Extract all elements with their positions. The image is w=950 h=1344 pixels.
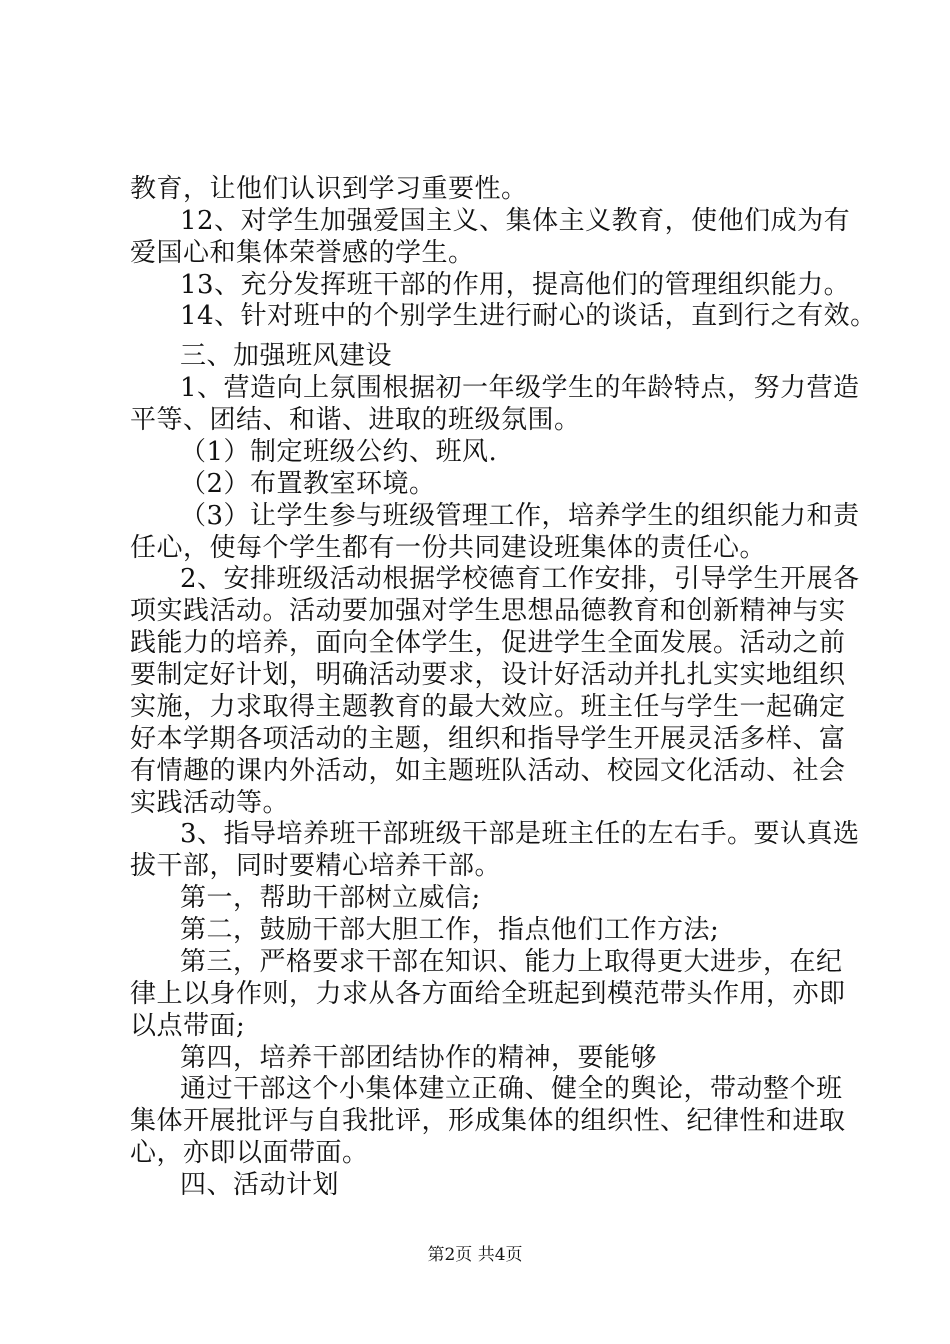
text-line: 13、充分发挥班干部的作用，提高他们的管理组织能力。 bbox=[180, 270, 851, 300]
text-line: 第三，严格要求干部在知识、能力上取得更大进步，在纪 bbox=[180, 947, 843, 977]
text-line: （2）布置教室环境。 bbox=[180, 469, 436, 499]
text-line: 平等、团结、和谐、进取的班级氛围。 bbox=[130, 405, 581, 435]
text-line: 爱国心和集体荣誉感的学生。 bbox=[130, 238, 475, 268]
text-line: 集体开展批评与自我批评，形成集体的组织性、纪律性和进取 bbox=[130, 1106, 846, 1136]
text-line: 1、营造向上氛围根据初一年级学生的年龄特点，努力营造 bbox=[180, 373, 860, 403]
text-line: 第一，帮助干部树立威信; bbox=[180, 883, 481, 913]
section-heading: 四、活动计划 bbox=[180, 1170, 340, 1200]
text-line: 第二，鼓励干部大胆工作，指点他们工作方法; bbox=[180, 915, 720, 945]
text-line: 律上以身作则，力求从各方面给全班起到模范带头作用，亦即 bbox=[130, 979, 846, 1009]
text-line: 好本学期各项活动的主题，组织和指导学生开展灵活多样、富 bbox=[130, 724, 846, 754]
text-line: 通过干部这个小集体建立正确、健全的舆论，带动整个班 bbox=[180, 1074, 843, 1104]
text-line: 2、安排班级活动根据学校德育工作安排，引导学生开展各 bbox=[180, 564, 860, 594]
text-line: 要制定好计划，明确活动要求，设计好活动并扎扎实实地组织 bbox=[130, 660, 846, 690]
text-line: 任心，使每个学生都有一份共同建设班集体的责任心。 bbox=[130, 533, 767, 563]
text-line: 践能力的培养，面向全体学生，促进学生全面发展。活动之前 bbox=[130, 628, 846, 658]
text-line: 教育，让他们认识到学习重要性。 bbox=[130, 174, 528, 204]
text-line: 12、对学生加强爱国主义、集体主义教育，使他们成为有 bbox=[180, 206, 851, 236]
text-line: 心，亦即以面带面。 bbox=[130, 1138, 369, 1168]
text-line: 拔干部，同时要精心培养干部。 bbox=[130, 851, 502, 881]
text-line: （3）让学生参与班级管理工作，培养学生的组织能力和责 bbox=[180, 501, 860, 531]
text-line: 有情趣的课内外活动，如主题班队活动、校园文化活动、社会 bbox=[130, 756, 846, 786]
text-line: 14、针对班中的个别学生进行耐心的谈话，直到行之有效。 bbox=[180, 301, 877, 331]
text-line: 以点带面; bbox=[130, 1011, 246, 1041]
text-line: 项实践活动。活动要加强对学生思想品德教育和创新精神与实 bbox=[130, 596, 846, 626]
text-line: 实施，力求取得主题教育的最大效应。班主任与学生一起确定 bbox=[130, 692, 846, 722]
text-line: 3、指导培养班干部班级干部是班主任的左右手。要认真选 bbox=[180, 819, 860, 849]
page-number-footer: 第2页 共4页 bbox=[427, 1245, 523, 1265]
text-line: 第四，培养干部团结协作的精神，要能够 bbox=[180, 1043, 658, 1073]
text-line: 实践活动等。 bbox=[130, 788, 290, 818]
section-heading: 三、加强班风建设 bbox=[180, 341, 393, 371]
text-line: （1）制定班级公约、班风. bbox=[180, 437, 498, 467]
